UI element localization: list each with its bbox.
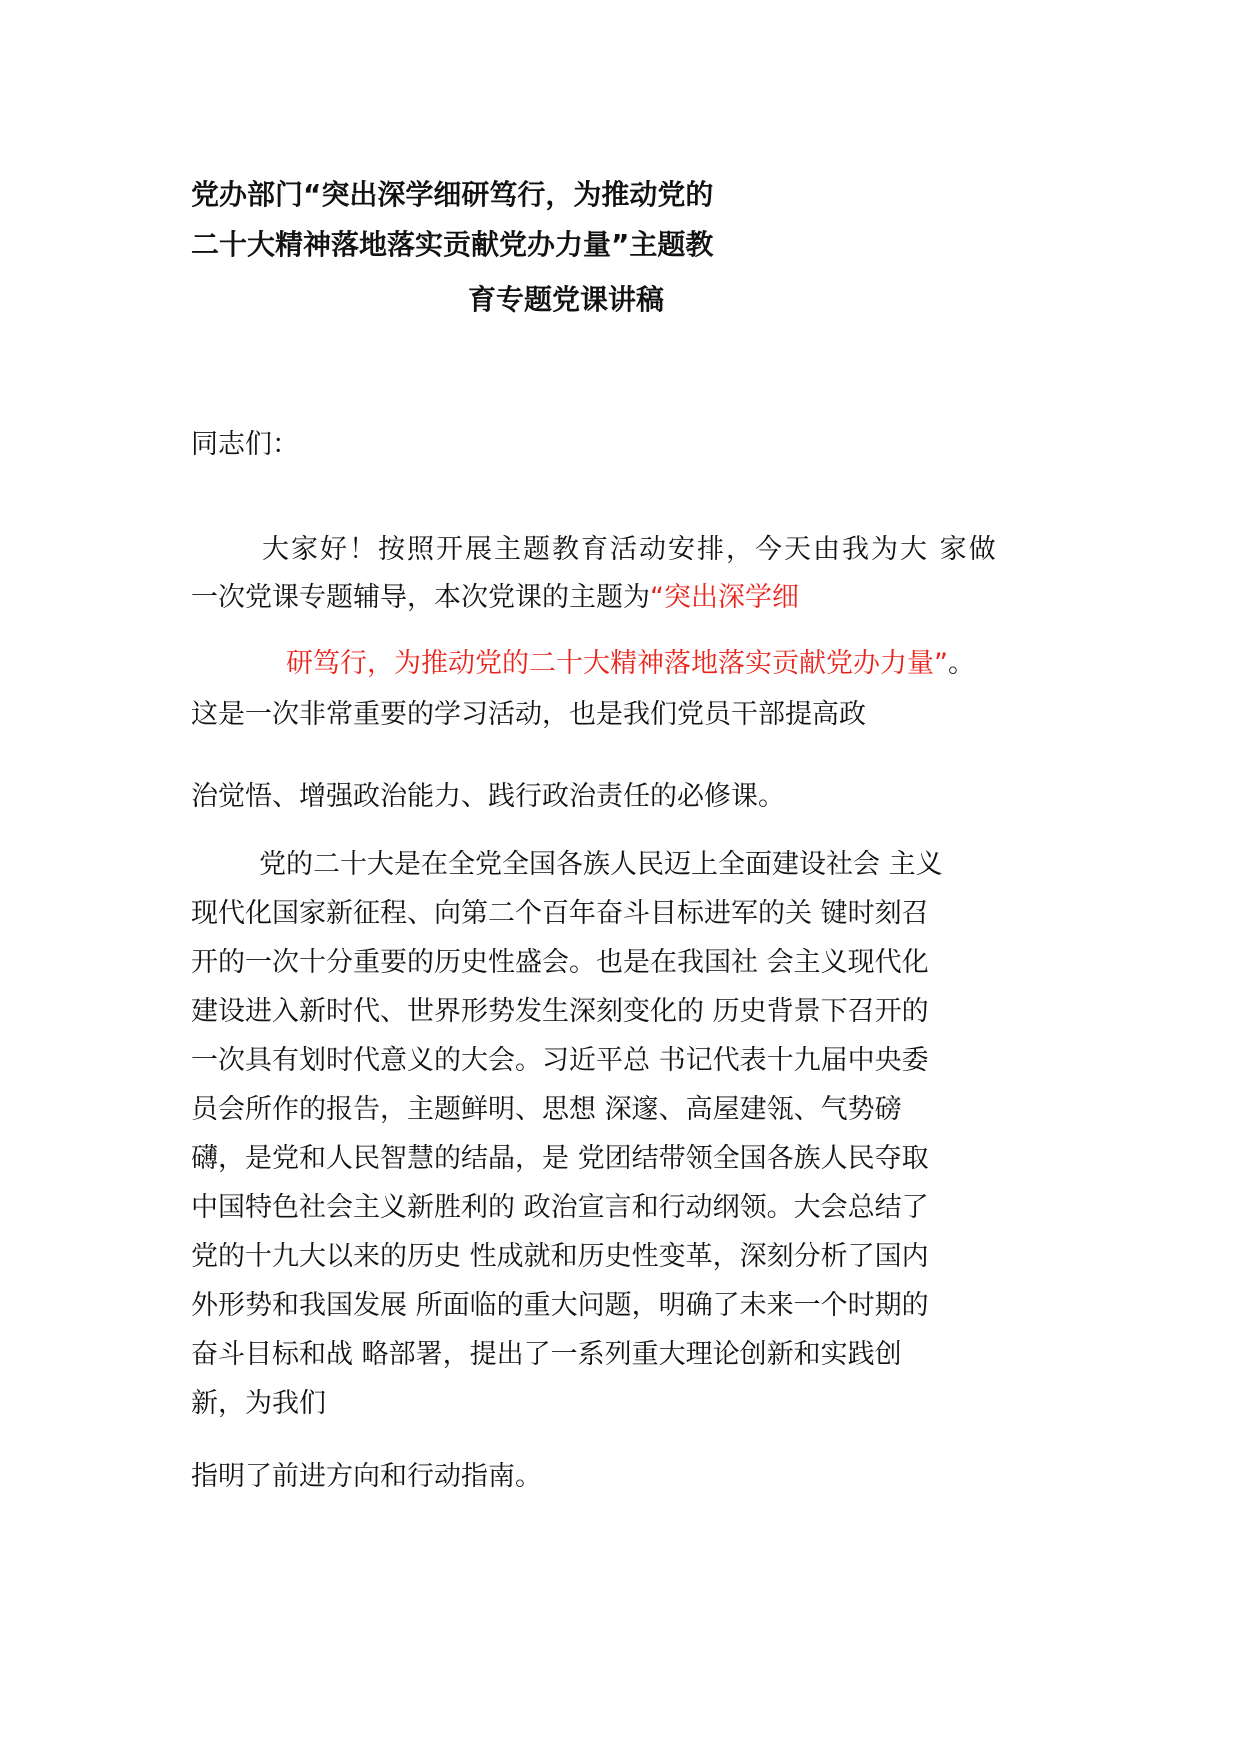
paragraph2-line8: 中国特色社会主义新胜利的 政治宣言和行动纲领。大会总结了 xyxy=(191,1192,929,1223)
paragraph1-line4: 这是一次非常重要的学习活动，也是我们党员干部提高政 xyxy=(191,699,866,730)
paragraph2-line7: 礴，是党和人民智慧的结晶，是 党团结带领全国各族人民夺取 xyxy=(191,1143,929,1174)
paragraph1-line2 xyxy=(191,581,799,615)
paragraph1-line5: 治觉悟、增强政治能力、践行政治责任的必修课。 xyxy=(191,781,785,812)
paragraph2-line2: 现代化国家新征程、向第二个百年奋斗目标进军的关 键时刻召 xyxy=(191,898,929,929)
paragraph2-line3: 开的一次十分重要的历史性盛会。也是在我国社 会主义现代化 xyxy=(191,947,929,978)
paragraph2-line1: 党的二十大是在全党全国各族人民迈上全面建设社会 主义 xyxy=(259,849,943,880)
paragraph2-line6: 员会所作的报告，主题鲜明、思想 深邃、高屋建瓴、气势磅 xyxy=(191,1094,902,1125)
paragraph2-line10: 外形势和我国发展 所面临的重大问题，明确了未来一个时期的 xyxy=(191,1290,929,1321)
lecture-theme-highlight-start: “突出深学细 xyxy=(650,582,799,613)
paragraph2-line4: 建设进入新时代、世界形势发生深刻变化的 历史背景下召开的 xyxy=(191,996,929,1027)
paragraph1-line1: 大家好！按照开展主题教育活动安排，今天由我为大 家做 xyxy=(262,534,998,565)
paragraph2-line12: 新，为我们 xyxy=(191,1388,326,1419)
paragraph2-line9: 党的十九大以来的历史 性成就和历史性变革，深刻分析了国内 xyxy=(191,1241,929,1272)
lecture-theme-highlight-end: 研笃行，为推动党的二十大精神落地落实贡献党办力量” xyxy=(286,648,948,679)
document-title-line-3: 育专题党课讲稿 xyxy=(468,283,665,316)
paragraph1-line2-text: 一次党课专题辅导，本次党课的主题为 xyxy=(191,582,650,613)
document-title-line-1: 党办部门“突出深学细研笃行，为推动党的 xyxy=(191,178,714,211)
salutation: 同志们： xyxy=(191,429,299,460)
paragraph2-line5: 一次具有划时代意义的大会。习近平总 书记代表十九届中央委 xyxy=(191,1045,929,1076)
document-title-line-2: 二十大精神落地落实贡献党办力量”主题教 xyxy=(191,228,714,261)
paragraph2-last-line: 指明了前进方向和行动指南。 xyxy=(191,1461,542,1492)
paragraph1-line3-period: 。 xyxy=(948,648,975,679)
paragraph1-line3 xyxy=(286,647,975,681)
paragraph2-line11: 奋斗目标和战 略部署，提出了一系列重大理论创新和实践创 xyxy=(191,1339,902,1370)
